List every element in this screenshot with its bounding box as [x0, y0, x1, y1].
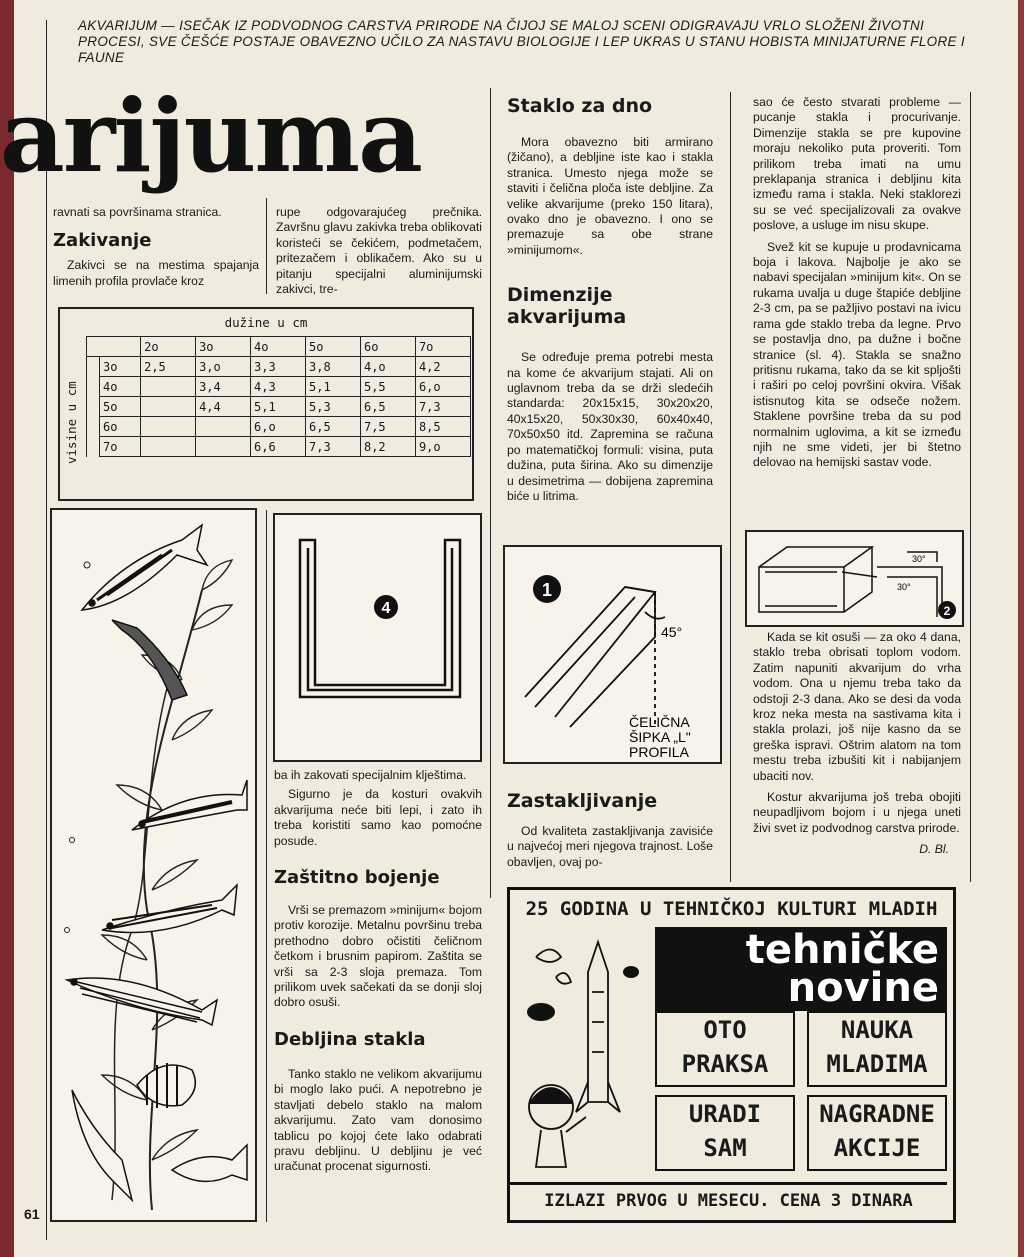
table-cell	[196, 437, 251, 457]
ad-cell-4-line2: AKCIJE	[833, 1134, 921, 1162]
table-row	[87, 437, 471, 457]
page-number: 61	[24, 1206, 40, 1222]
table-cell: 6,o	[251, 417, 306, 437]
figure-1-label-line3: PROFILA	[629, 744, 689, 760]
col2-paragraph: rupe odgovarajućeg prečnika. Završnu glavu zakivka treba oblikovati koristeći se čekićem, podmetačem, pritezačem i oblikačem. Ako su u pitanju specijalni aluminijumski zakivci, tre-	[276, 205, 482, 297]
table-cell: 3,3	[251, 357, 306, 377]
mid-p3: Vrši se premazom »minijum« bojom protiv korozije. Metalnu površinu treba prethodno dobro očistiti čeličnom četkom i brusnim papirom. Zaštita se vrši sa 2-3 sloja premaza. Tom prilikom uvek sačekati da se donji sloj dobro osuši.	[274, 903, 482, 1010]
rocket-boy-illustration	[516, 932, 651, 1180]
heading-staklo-za-dno: Staklo za dno	[507, 95, 653, 117]
table-row-header: 3o	[100, 357, 141, 377]
table-cell: 8,2	[360, 437, 415, 457]
table-cell: 5,1	[306, 377, 361, 397]
table-cell: 5,3	[306, 397, 361, 417]
table-cell: 5,1	[251, 397, 306, 417]
table-spacer-cell	[87, 417, 100, 437]
table-row	[87, 357, 471, 377]
table-cell	[141, 437, 196, 457]
ad-cell-4-line1: NAGRADNE	[819, 1100, 935, 1128]
ad-cell-uradi-sam	[655, 1095, 795, 1171]
ad-brand	[655, 927, 947, 1011]
ad-cell-1-line2: PRAKSA	[681, 1050, 769, 1078]
ad-cell-3-line1: URADI	[688, 1100, 762, 1128]
column-2	[276, 205, 482, 297]
figure-1	[503, 545, 722, 764]
col4-p1: sao će često stvarati probleme — pucanje stakla i procurivanje. Dimenzije stakla se pre kupovine moraju nekoliko puta proveriti. Tom prilikom treba imati na umu preklapanja stranica i debljinu kita između rama i stakla. Neki staklorezi su se već specijalizovali za ovakve poslove, a usluge im nisu skupe.	[753, 95, 961, 233]
heading-debljina-stakla: Debljina stakla	[274, 1028, 426, 1050]
tehnicke-novine-ad	[507, 887, 956, 1223]
table-column-title: dužine u cm	[224, 315, 308, 330]
column-4-lower	[753, 630, 961, 858]
figure-1-angle: 45°	[661, 624, 683, 640]
ad-cell-nagradne-akcije	[807, 1095, 947, 1171]
mid-p2: Sigurno je da kosturi ovakvih akvarijuma neće biti lepi, i zato ih treba koristiti samo kao pomoćne posude.	[274, 787, 482, 848]
table-cell	[141, 417, 196, 437]
table-cell: 6,5	[360, 397, 415, 417]
col1-lead: ravnati sa površinama stranica.	[53, 205, 222, 219]
table-row	[87, 377, 471, 397]
table-column-header: 2o	[141, 337, 196, 357]
table-row-header: 7o	[100, 437, 141, 457]
fish-illustration	[50, 508, 257, 1222]
table-cell: 4,3	[251, 377, 306, 397]
left-rule	[46, 20, 47, 1240]
column-rule-4	[266, 198, 267, 294]
table-row-title: visine u cm	[64, 381, 79, 464]
table-row	[87, 397, 471, 417]
table-row-header: 5o	[100, 397, 141, 417]
col4-p4: Kostur akvarijuma još treba obojiti neupadljivom bojom i u njega uneti živi svet iz podvodnog carstva prirode.	[753, 790, 961, 835]
ad-cell-2-line1: NAUKA	[840, 1016, 914, 1044]
page-header: AKVARIJUM — ISEČAK IZ PODVODNOG CARSTVA PRIRODE NA ČIJOJ SE MALOJ SCENI ODIGRAVAJU VRLO SLOŽENI ŽIVOTNI PROCESI, SVE ČEŠĆE POSTAJE OBAVEZNO UČILO ZA NASTAVU BIOLOGIJE I LEP UKRAS U STANU HOBISTA MINIJATURNE FLORE I FAUNE	[78, 18, 965, 65]
ad-brand-line2: novine	[787, 965, 939, 1011]
table-cell: 3,4	[196, 377, 251, 397]
column-3-lower	[507, 790, 713, 876]
table-corner-cell	[87, 337, 141, 357]
title-word: arijuma	[0, 77, 421, 195]
table-column-header: 6o	[360, 337, 415, 357]
figure-4	[273, 513, 482, 762]
table-column-header: 5o	[306, 337, 361, 357]
heading-zastakljivanje: Zastakljivanje	[507, 790, 658, 812]
table-cell	[141, 377, 196, 397]
ad-cell-3-line2: SAM	[703, 1134, 747, 1162]
table-cell: 5,5	[360, 377, 415, 397]
ad-cell-nauka-mladima	[807, 1011, 947, 1087]
figure-4-number: 4	[381, 600, 391, 617]
table-cell: 7,3	[415, 397, 470, 417]
ad-cell-1-line1: OTO	[703, 1016, 747, 1044]
figure-1-label-line1: ČELIČNA	[629, 714, 690, 730]
table-cell: 7,3	[306, 437, 361, 457]
column-3	[507, 95, 713, 510]
table-cell: 4,4	[196, 397, 251, 417]
table-cell: 6,o	[415, 377, 470, 397]
table-column-header: 7o	[415, 337, 470, 357]
figure-2-angle-1: 30°	[897, 582, 911, 592]
table-cell: 2,5	[141, 357, 196, 377]
table-cell: 3,o	[196, 357, 251, 377]
col3-p3: Od kvaliteta zastakljivanja zavisiće u najvećoj meri njegova trajnost. Loše obavljen, ovaj po-	[507, 824, 713, 869]
ad-bottom-line: IZLAZI PRVOG U MESECU. CENA 3 DINARA	[510, 1182, 947, 1217]
table-row-header: 4o	[100, 377, 141, 397]
author-signature: D. Bl.	[919, 842, 949, 857]
column-1	[53, 205, 259, 289]
col3-p1: Mora obavezno biti armirano (žičano), a debljine iste kao i stakla stranica. Umesto njega može se staviti i čelična ploča iste debljine. Za velike akvarijume (preko 150 litara), ovako dno je obavezno. I ono se premazuje sa obe strane »minijumom«.	[507, 135, 713, 257]
col1-paragraph: Zakivci se na mestima spajanja limenih profila provlače kroz	[53, 258, 259, 288]
table-cell: 3,8	[306, 357, 361, 377]
ad-cell-oto-praksa	[655, 1011, 795, 1087]
col3-p2: Se određuje prema potrebi mesta na kome će akvarijum stajati. Ali on uglavnom treba da se drži sledećih standarda: 20x15x15, 30x20x20, 40x15x20, 50x30x30, 60x40x40, 70x50x50 itd. Zapremina se računa po matematičkoj formuli: visina, puta dužina, puta širina. Ako su dimenzije u desimetrima — dobijena zapremina biće u litrima.	[507, 350, 713, 503]
table-cell	[196, 417, 251, 437]
mid-p4: Tanko staklo ne velikom akvarijumu bi moglo lako pući. A nepotrebno je stavljati debelo staklo na malom akvarijumu. Zato vam donosimo tablicu po kojoj ćete lako odabrati pravu debljinu. U debljinu je već uračunat procenat sigurnosti.	[274, 1066, 482, 1174]
heading-zakivanje: Zakivanje	[53, 230, 152, 252]
col4-p2: Svež kit se kupuje u prodavnicama boja i lakova. Najbolje je ako se nabavi specijalan »minijum kit«. On se rukama uvalja u duge štapiće debljine 2-3 cm, pa se pažljivo postavi na ivicu rama gde staklo treba da legne. Prvo se postavlja dno, pa dužne i bočne stranice (sl. 4). Stakla se snažno pritisnu rukama, tako da se kit spljošti i raširi po celoj površini okvira. Višak istisnutog kita se odseče nožem. Staklene površine treba da su pod normalnim uglovima, a kit se između njih ne sme videti, jer bi štetno delovao na hemijski sastav vode.	[753, 239, 961, 470]
table-cell: 4,o	[360, 357, 415, 377]
column-4	[753, 95, 961, 477]
table-spacer-cell	[87, 357, 100, 377]
table-row-header: 6o	[100, 417, 141, 437]
page-edge	[1018, 0, 1024, 1257]
heading-dimenzije: Dimenzije akvarijuma	[507, 284, 627, 329]
col4-p3: Kada se kit osuši — za oko 4 dana, staklo treba obrisati toplom vodom. Zatim napuniti akvarijum do vrha vodom. Ona u njemu treba tako da odstoji 2-3 dana. Ako se desi da voda kroz neka mesta na sastivama kita i stakla prolazi, još nije kasno da se greška ispravi. Oštrim alatom na tom mestu treba izbušiti kit i nabijanjem ubaciti nov.	[753, 630, 961, 783]
column-rule-2	[730, 92, 731, 882]
table-cell: 6,5	[306, 417, 361, 437]
column-rule-1	[490, 88, 491, 898]
table-spacer-cell	[87, 397, 100, 417]
table-cell: 7,5	[360, 417, 415, 437]
column-middle	[274, 768, 482, 1181]
table-grid	[86, 336, 471, 457]
table-spacer-cell	[87, 437, 100, 457]
table-row	[87, 417, 471, 437]
table-cell: 9,o	[415, 437, 470, 457]
table-cell: 8,5	[415, 417, 470, 437]
ad-top-line: 25 GODINA U TEHNIČKOJ KULTURI MLADIH	[525, 898, 938, 920]
heading-zastitno-bojenje: Zaštitno bojenje	[274, 867, 440, 889]
table-column-header: 4o	[251, 337, 306, 357]
table-cell	[141, 397, 196, 417]
column-rule-3	[970, 92, 971, 882]
figure-1-number: 1	[541, 580, 553, 600]
table-spacer-cell	[87, 377, 100, 397]
table-cell: 6,6	[251, 437, 306, 457]
glass-thickness-table	[58, 307, 474, 501]
figure-2	[745, 530, 964, 627]
table-cell: 4,2	[415, 357, 470, 377]
ad-brand-line1: tehničke	[745, 927, 939, 973]
ad-cell-2-line2: MLADIMA	[826, 1050, 928, 1078]
mid-p1: ba ih zakovati specijalnim klještima.	[274, 768, 467, 782]
figure-2-angle-2: 30°	[912, 554, 926, 564]
table-column-header: 3o	[196, 337, 251, 357]
figure-1-label-line2: ŠIPKA „L"	[629, 729, 691, 745]
column-rule-5	[266, 510, 267, 1222]
table-header-row	[87, 337, 471, 357]
fish-drawing	[52, 510, 255, 1220]
figure-2-number: 2	[943, 604, 951, 618]
